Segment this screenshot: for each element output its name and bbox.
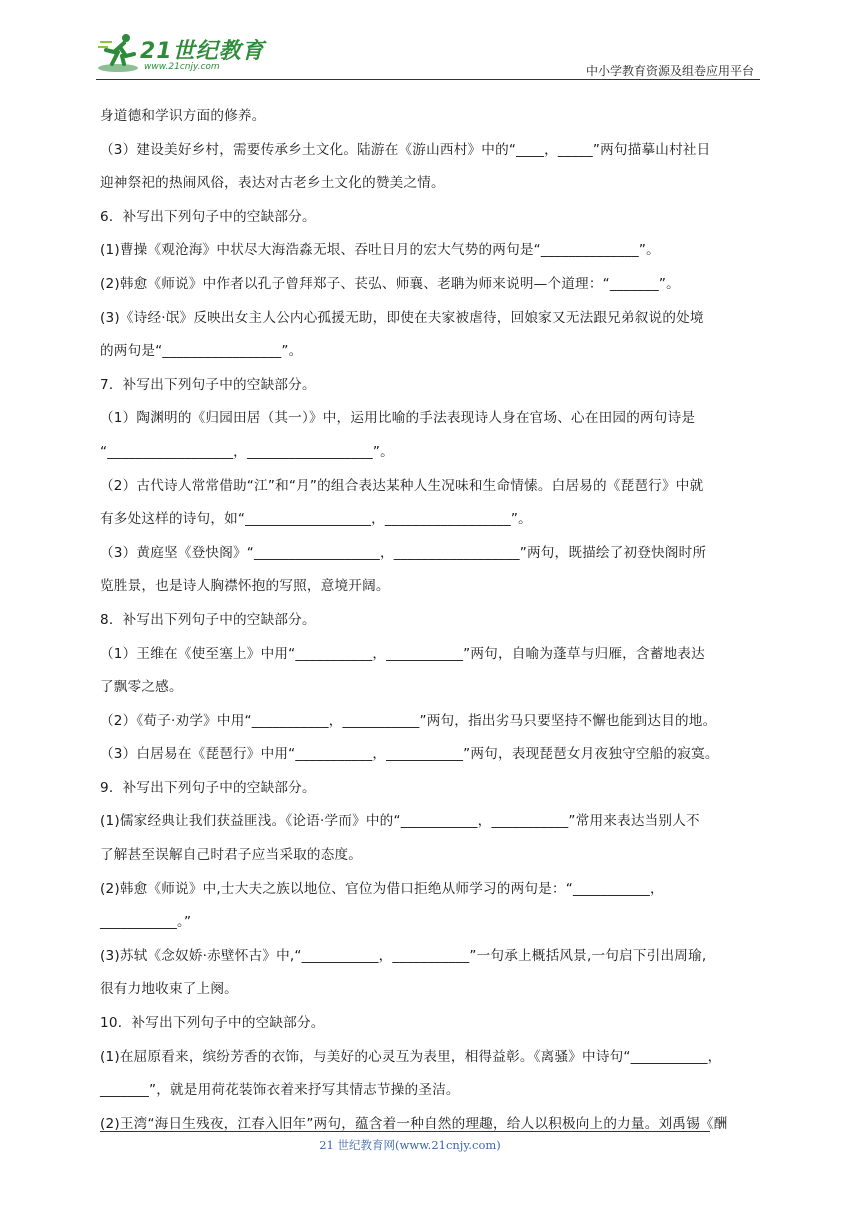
text-line: 很有力地收束了上阕。 [100, 981, 238, 998]
text-line: (2)韩愈《师说》中,士大夫之族以地位、官位为借口拒绝从师学习的两句是：“___________， [100, 880, 664, 897]
text-line: (3)苏轼《念奴娇·赤壁怀古》中,“___________，___________”一句承上概括风景,一句启下引出周瑜, [100, 947, 707, 964]
platform-name: 中小学教育资源及组卷应用平台 [585, 64, 754, 78]
text-line: （1）王维在《使至塞上》中用“___________，___________”两句，自喻为蓬草与归雁，含蓄地表达 [100, 645, 705, 662]
text-line: 览胜景，也是诗人胸襟怀抱的写照，意境开阔。 [100, 578, 390, 595]
site-logo [96, 30, 266, 80]
text-line: (3)《诗经·氓》反映出女主人公内心孤援无助，即使在夫家被虐待，回娘家又无法跟兄弟叙说的处境 [100, 309, 704, 326]
text-line: （2）《荀子·劝学》中用“___________，___________”两句，指出劣马只要坚持不懈也能到达目的地。 [100, 712, 717, 729]
header-divider [96, 79, 760, 80]
question-heading: 10．补写出下列句子中的空缺部分。 [100, 1015, 325, 1032]
text-line: (2)韩愈《师说》中作者以孔子曾拜郑子、苌弘、师襄、老聃为师来说明—个道理：“_______”。 [100, 275, 680, 292]
text-line: (2)王湾“海日生残夜，江春入旧年”两句，蕴含着一种自然的理趣，给人以积极向上的力量。刘禹锡《酬 [100, 1115, 728, 1132]
text-line: (1)在屈原看来，缤纷芳香的衣饰，与美好的心灵互为表里，相得益彰。《离骚》中诗句“___________， [100, 1048, 722, 1065]
text-line: （2）古代诗人常常借助“江”和“月”的组合表达某种人生况味和生命情愫。白居易的《琵琶行》中就 [100, 477, 704, 494]
runner-icon [96, 30, 142, 76]
question-heading: 7．补写出下列句子中的空缺部分。 [100, 376, 316, 393]
text-line: 了解甚至误解自己时君子应当采取的态度。 [100, 847, 363, 864]
page-footer: 21 世纪教育网(www.21cnjy.com) [319, 1138, 501, 1152]
text-line: (1)儒家经典让我们获益匪浅。《论语·学而》中的“___________，___________”常用来表达当别人不 [100, 813, 700, 830]
question-heading: 9．补写出下列句子中的空缺部分。 [100, 779, 316, 796]
text-line: 有多处这样的诗句，如“__________________，__________________”。 [100, 511, 532, 528]
text-line: （3）黄庭坚《登快阁》“__________________，__________________”两句，既描绘了初登快阁时所 [100, 544, 707, 561]
question-heading: 8．补写出下列句子中的空缺部分。 [100, 611, 316, 628]
question-heading: 6．补写出下列句子中的空缺部分。 [100, 208, 316, 225]
text-line: （3）建设美好乡村，需要传承乡土文化。陆游在《游山西村》中的“____，_____”两句描摹山村社日 [100, 141, 711, 158]
text-line: 的两句是“_________________”。 [100, 343, 303, 360]
text-line: 了飘零之感。 [100, 679, 183, 696]
text-line: 身道德和学识方面的修养。 [100, 108, 266, 124]
document-body [100, 100, 764, 1141]
text-line: (1)曹操《观沧海》中状尽大海浩淼无垠、吞吐日月的宏大气势的两句是“______________”。 [100, 242, 660, 259]
text-line: _______”，就是用荷花装饰衣着来抒写其情志节操的圣洁。 [100, 1082, 460, 1099]
logo-url: www.21cnjy.com [144, 62, 220, 72]
text-line: “__________________，__________________”。 [100, 443, 394, 460]
page-header [96, 30, 760, 80]
text-line: （1）陶渊明的《归园田居（其一）》中，运用比喻的手法表现诗人身在官场、心在田园的两句诗是 [100, 410, 696, 427]
footer-divider [100, 1131, 710, 1132]
logo-title: 21世纪教育 [140, 39, 265, 64]
text-line: ___________。” [100, 914, 192, 931]
text-line: 迎神祭祀的热闹风俗，表达对古老乡土文化的赞美之情。 [100, 175, 445, 192]
text-line: （3）白居易在《琵琶行》中用“___________，___________”两句，表现琵琶女月夜独守空船的寂寞。 [100, 746, 719, 763]
